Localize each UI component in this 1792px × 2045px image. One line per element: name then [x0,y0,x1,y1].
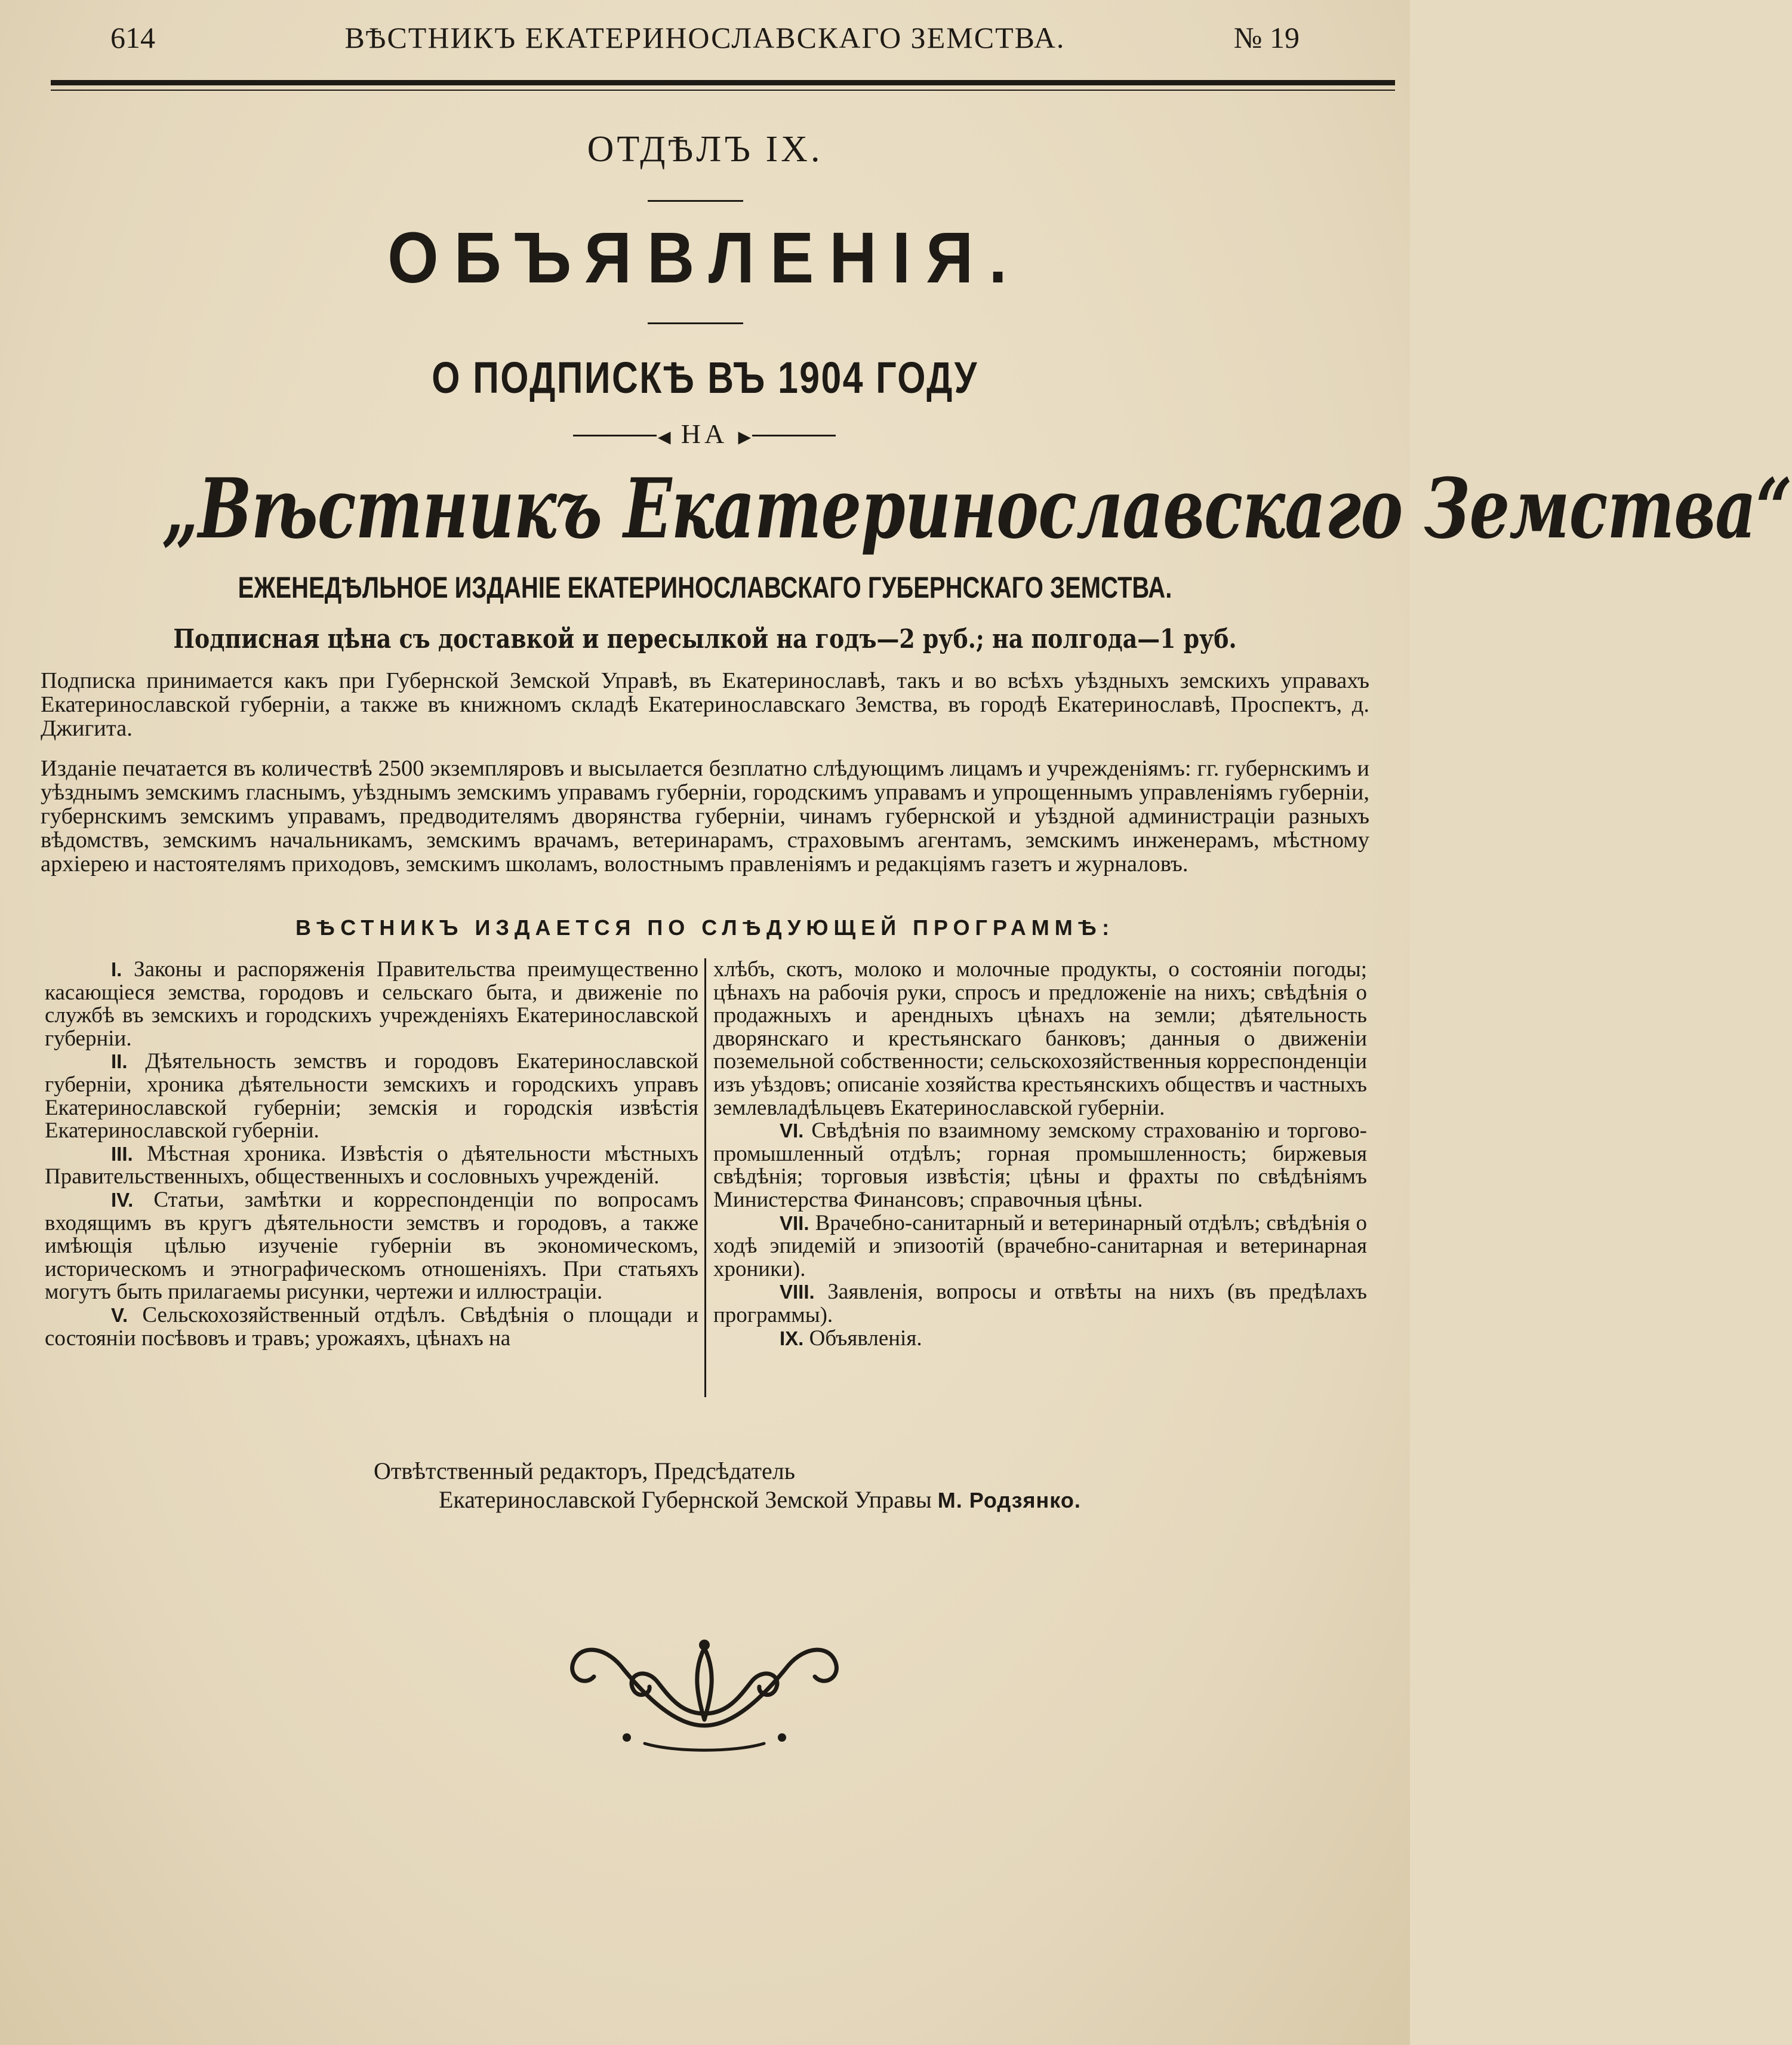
paragraph-text: Изданіе печатается въ количествѣ 2500 экземпляровъ и высылается безплатно слѣдующимъ лицамъ и учрежденіямъ: гг. губернскимъ и уѣзднымъ земскимъ гласнымъ, уѣзднымъ земскимъ управамъ губерніи, городскимъ управамъ и упрощеннымъ управленіямъ губерніи, губернскимъ земскимъ управамъ, предводителямъ дворянства губерніи, чинамъ губернской и уѣздной администраціи разныхъ вѣдомствъ, земскимъ начальникамъ, земскимъ врачамъ, ветеринарамъ, страховымъ агентамъ, земскимъ инженерамъ, мѣстному архіерею и настоятелямъ приходовъ, земскимъ школамъ, волостнымъ правленіямъ и редакціямъ газетъ и журналовъ. [41,756,1369,877]
program-item [713,1120,1367,1211]
item-text: Законы и распоряженія Правительства преимущественно касающіеся земства, городовъ и сельскаго быта, и движеніе по службѣ въ земскихъ и городскихъ учрежденіяхъ Екатеринославской губерніи. [45,957,699,1051]
subscription-paragraph [41,669,1369,740]
item-text: Мѣстная хроника. Извѣстія о дѣятельности мѣстныхъ Правительственныхъ, общественныхъ и сословныхъ учрежденій. [45,1141,699,1189]
item-number: V. [111,1303,128,1326]
page-number: 614 [110,21,155,54]
issue-number: № 19 [1233,21,1300,54]
program-item [45,1189,698,1304]
program-item [45,1050,698,1142]
item-number: VIII. [780,1281,815,1303]
flourish-ornament-icon [555,1624,854,1761]
editor-name: М. Родзянко. [937,1488,1081,1512]
journal-subtitle: ЕЖЕНЕДѢЛЬНОЕ ИЗДАНІЕ ЕКАТЕРИНОСЛАВСКАГО ГУБЕРНСКАГО ЗЕМСТВА. [238,571,1172,604]
program-heading: ВѢСТНИКЪ ИЗДАЕТСЯ ПО СЛѢДУЮЩЕЙ ПРОГРАММѢ: [295,915,1115,940]
item-number: IX. [780,1327,804,1349]
na-word: НА [681,419,728,449]
paragraph-text: Подписка принимается какъ при Губернской Земской Управѣ, въ Екатеринославѣ, такъ и во всѣхъ уѣздныхъ земскихъ управахъ Екатеринославской губерніи, а также въ книжномъ складѣ Екатеринославскаго Земства, въ городѣ Екатеринославѣ, Проспектъ, д. Джигита. [41,668,1369,741]
header-rule-thick [51,80,1395,85]
distribution-paragraph [41,757,1369,876]
item-text: Врачебно-санитарный и ветеринарный отдѣлъ; свѣдѣнія о ходѣ эпидемій и эпизоотій (врачебно-санитарная и ветеринарная хроники). [713,1210,1367,1281]
running-header [54,20,1356,56]
item-number: II. [111,1050,128,1073]
item-text: Свѣдѣнія по взаимному земскому страхованію и торгово-промышленный отдѣлъ; горная промышленность; биржевыя свѣдѣнія; торговыя извѣстія; цѣны и фрахты по свѣдѣніямъ Министерства Финансовъ; справочныя цѣны. [713,1118,1367,1212]
item-number: IV. [111,1188,134,1211]
na-divider [573,418,836,454]
editor-line-1: Отвѣтственный редакторъ, Предсѣдатель [374,1457,795,1484]
section-title: ОТДѢЛЪ IX. [587,129,823,170]
program-continuation: хлѣбъ, скотъ, молоко и молочные продукты, о состояніи погоды; цѣнахъ на рабочія руки, спросъ и предложеніе на нихъ; свѣдѣнія о продажныхъ и арендныхъ цѣнахъ на земли; дѣятельность дворянскаго и крестьянскаго банковъ; данныя о движеніи поземельной собственности; сельскохозяйственныя корреспонденціи изъ уѣздовъ; описаніе хозяйства крестьянскихъ обществъ и частныхъ землевладѣльцевъ Екатеринославской губерніи. [713,957,1367,1120]
subscription-heading: О ПОДПИСКѢ ВЪ 1904 ГОДУ [432,353,978,402]
short-rule [648,200,743,202]
program-right-column [713,958,1367,1350]
program-left-column [45,958,698,1350]
item-number: VI. [780,1120,804,1142]
editor-line-2 [439,1486,1081,1514]
running-title: ВѢСТНИКЪ ЕКАТЕРИНОСЛАВСКАГО ЗЕМСТВА. [344,21,1066,54]
program-columns [45,958,1367,1400]
editor-office: Екатеринославской Губернской Земской Управы [439,1486,932,1513]
divider-line [752,435,836,436]
triangle-right-icon: ▶ [738,428,751,447]
program-item [45,1143,698,1189]
program-item [713,1327,1367,1351]
item-number: III. [111,1142,133,1165]
journal-title: „Вѣстникъ Екатеринославскаго Земства“ [162,460,1792,557]
item-text: Заявленія, вопросы и отвѣты на нихъ (въ предѣлахъ программы). [713,1280,1367,1327]
item-number: I. [111,958,122,980]
program-item [713,1212,1367,1281]
triangle-left-icon: ◀ [658,428,671,447]
item-text: Статьи, замѣтки и корреспонденціи по вопросамъ входящимъ въ кругъ дѣятельности земствъ и городовъ, а также имѣющія цѣлью изученіе губерніи въ экономическомъ, историческомъ и этнографическомъ отношеніяхъ. При статьяхъ могутъ быть прилагаемы рисунки, чертежи и иллюстраціи. [45,1187,699,1305]
announcements-heading: ОБЪЯВЛЕНІЯ. [387,217,1023,299]
program-item [45,1304,698,1350]
program-item [713,1281,1367,1327]
item-number: VII. [780,1211,809,1234]
item-text: Объявленія. [809,1326,922,1351]
item-text: Сельскохозяйственный отдѣлъ. Свѣдѣнія о площади и состояніи посѣвовъ и травъ; урожаяхъ, цѣнахъ на [45,1302,699,1351]
header-rule-thin [51,90,1395,91]
column-divider [704,958,706,1397]
price-line: Подписная цѣна съ доставкой и пересылкой на годъ—2 руб.; на полгода—1 руб. [173,624,1237,654]
short-rule [648,322,743,324]
item-text: Дѣятельность земствъ и городовъ Екатеринославской губерніи, хроника дѣятельности земскихъ и городскихъ управъ Екатеринославской губерніи; земскія и городскія извѣстія Екатеринославской губерніи. [45,1049,699,1143]
program-item [45,958,698,1050]
